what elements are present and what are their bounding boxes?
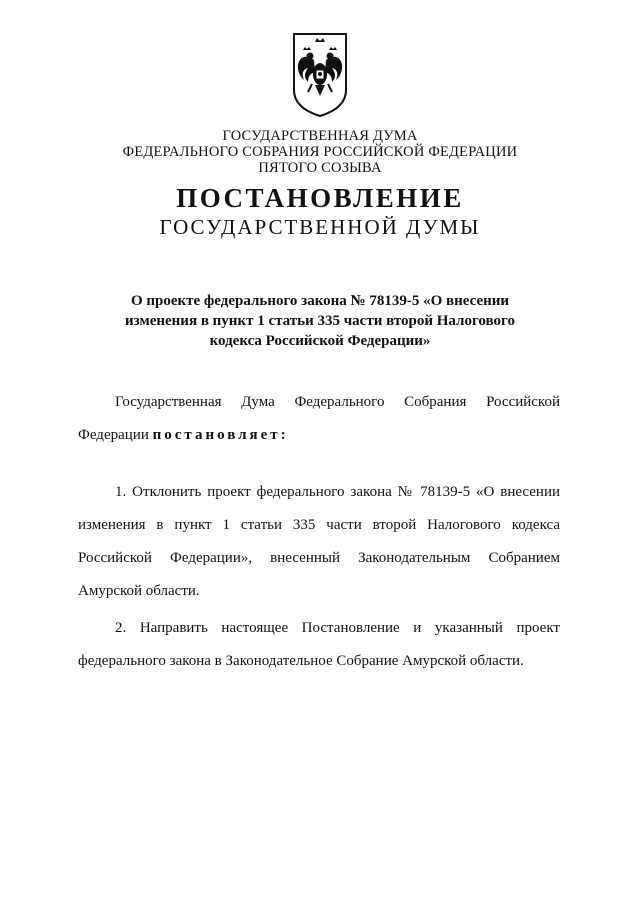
header-line-3: ПЯТОГО СОЗЫВА	[258, 160, 382, 176]
document-title: ПОСТАНОВЛЕНИЕ	[176, 183, 464, 213]
item-1-line-1: 1. Отклонить проект федерального закона № 78139-5 «О внесении	[115, 484, 560, 500]
coat-of-arms-icon	[288, 30, 352, 118]
item-2-paragraph	[78, 612, 560, 678]
subject-line-1: О проекте федерального закона № 78139-5 «О внесении	[130, 293, 510, 309]
item-2-line-1: 2. Направить настоящее Постановление и указанный проект	[115, 620, 560, 636]
resolves-phrase: постановляет:	[152, 427, 289, 443]
item-2-line-2: федерального закона в Законодательное Собрание Амурской области.	[78, 653, 524, 669]
subject-line-2: изменения в пункт 1 статьи 335 части второй Налогового	[125, 313, 515, 329]
document-subject	[100, 291, 540, 351]
preamble-text: Федерации	[78, 427, 153, 443]
preamble-line-1: Государственная Дума Федерального Собрания Российской	[115, 394, 560, 410]
header-line-2: ФЕДЕРАЛЬНОГО СОБРАНИЯ РОССИЙСКОЙ ФЕДЕРАЦИИ	[122, 144, 518, 160]
item-1-line-2: изменения в пункт 1 статьи 335 части второй Налогового кодекса	[78, 517, 560, 533]
issuer-header	[0, 128, 640, 176]
subject-line-3: кодекса Российской Федерации»	[209, 333, 431, 349]
document-subtitle: ГОСУДАРСТВЕННОЙ ДУМЫ	[159, 215, 481, 239]
item-1-line-4: Амурской области.	[78, 583, 200, 599]
item-1-line-3: Российской Федерации», внесенный Законодательным Собранием	[78, 550, 560, 566]
preamble-line-2	[78, 419, 560, 452]
item-1-paragraph	[78, 476, 560, 608]
header-line-1: ГОСУДАРСТВЕННАЯ ДУМА	[222, 128, 418, 144]
preamble-paragraph	[78, 386, 560, 452]
